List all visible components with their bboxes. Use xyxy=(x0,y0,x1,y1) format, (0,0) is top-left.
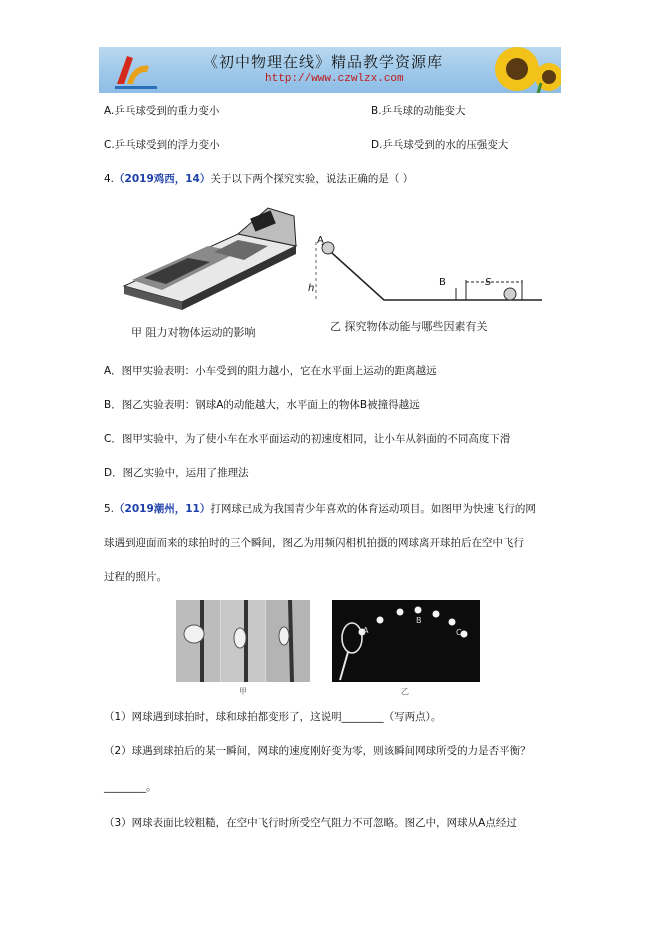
q5-stem-line1 xyxy=(104,502,536,516)
logo-icon xyxy=(109,50,163,90)
q5-sub2-line1: （2）球遇到球拍后的某一瞬间，网球的速度刚好变为零，则该瞬间网球所受的力是否平衡？ xyxy=(104,745,531,757)
q5-figure-yi xyxy=(332,600,480,682)
q4-option-d: D．图乙实验中，运用了推理法 xyxy=(104,467,249,479)
q5-question-line1: 打网球已成为我国青少年喜欢的体育运动项目。如图甲为快速飞行的网 xyxy=(210,503,536,515)
q4-source: （2019鸡西，14） xyxy=(114,173,211,185)
q4-fig-yi-caption: 乙 探究物体动能与哪些因素有关 xyxy=(330,320,488,333)
q5-fig-yi-label: 乙 xyxy=(401,687,409,696)
q3-option-b: B.乒乓球的动能变大 xyxy=(371,105,466,117)
q5-point-b: B xyxy=(416,616,422,625)
q4-option-b: B．图乙实验表明：钢球A的动能越大，水平面上的物体B被撞得越远 xyxy=(104,399,420,411)
q5-stem-line2: 球遇到迎面而来的球拍时的三个瞬间，图乙为用频闪相机拍摄的网球离开球拍后在空中飞行 xyxy=(104,537,524,549)
q4-label-h: h xyxy=(308,283,315,294)
header-banner xyxy=(99,47,561,93)
q5-point-a: A xyxy=(363,626,369,635)
q5-point-c: C xyxy=(456,628,462,637)
q4-number: 4. xyxy=(104,173,115,185)
sunflower-icon xyxy=(487,47,561,93)
q4-question: 关于以下两个探究实验，说法正确的是（ ） xyxy=(210,173,414,185)
q5-source: （2019潮州，11） xyxy=(114,503,211,515)
q5-number: 5. xyxy=(104,503,115,515)
q5-figure-jia xyxy=(176,600,310,682)
q4-fig-jia-caption: 甲 阻力对物体运动的影响 xyxy=(131,326,256,339)
q4-label-s: S xyxy=(485,277,492,288)
q3-option-d: D.乒乓球受到的水的压强变大 xyxy=(371,139,509,151)
banner-title: 《初中物理在线》精品教学资源库 xyxy=(203,53,444,71)
q4-label-b: B xyxy=(439,277,446,288)
q4-option-c: C．图甲实验中，为了使小车在水平面运动的初速度相同，让小车从斜面的不同高度下滑 xyxy=(104,433,511,445)
q4-stem xyxy=(104,172,413,186)
q4-figure-yi xyxy=(306,230,554,314)
q5-sub1: （1）网球遇到球拍时，球和球拍都变形了，这说明________（写两点）。 xyxy=(104,711,442,723)
q5-sub2-line2: ________。 xyxy=(104,781,157,793)
q4-label-a: A xyxy=(317,235,324,246)
q4-figure-jia xyxy=(118,194,302,320)
q3-option-c: C.乒乓球受到的浮力变小 xyxy=(104,139,220,151)
q4-option-a: A．图甲实验表明：小车受到的阻力越小，它在水平面上运动的距离越远 xyxy=(104,365,437,377)
q5-sub3: （3）网球表面比较粗糙，在空中飞行时所受空气阻力不可忽略。图乙中，网球从A点经过 xyxy=(104,817,517,829)
banner-url[interactable]: http://www.czwlzx.com xyxy=(265,73,404,85)
q5-fig-jia-label: 甲 xyxy=(239,687,247,696)
q5-stem-line3: 过程的照片。 xyxy=(104,571,167,583)
q3-option-a: A.乒乓球受到的重力变小 xyxy=(104,105,220,117)
